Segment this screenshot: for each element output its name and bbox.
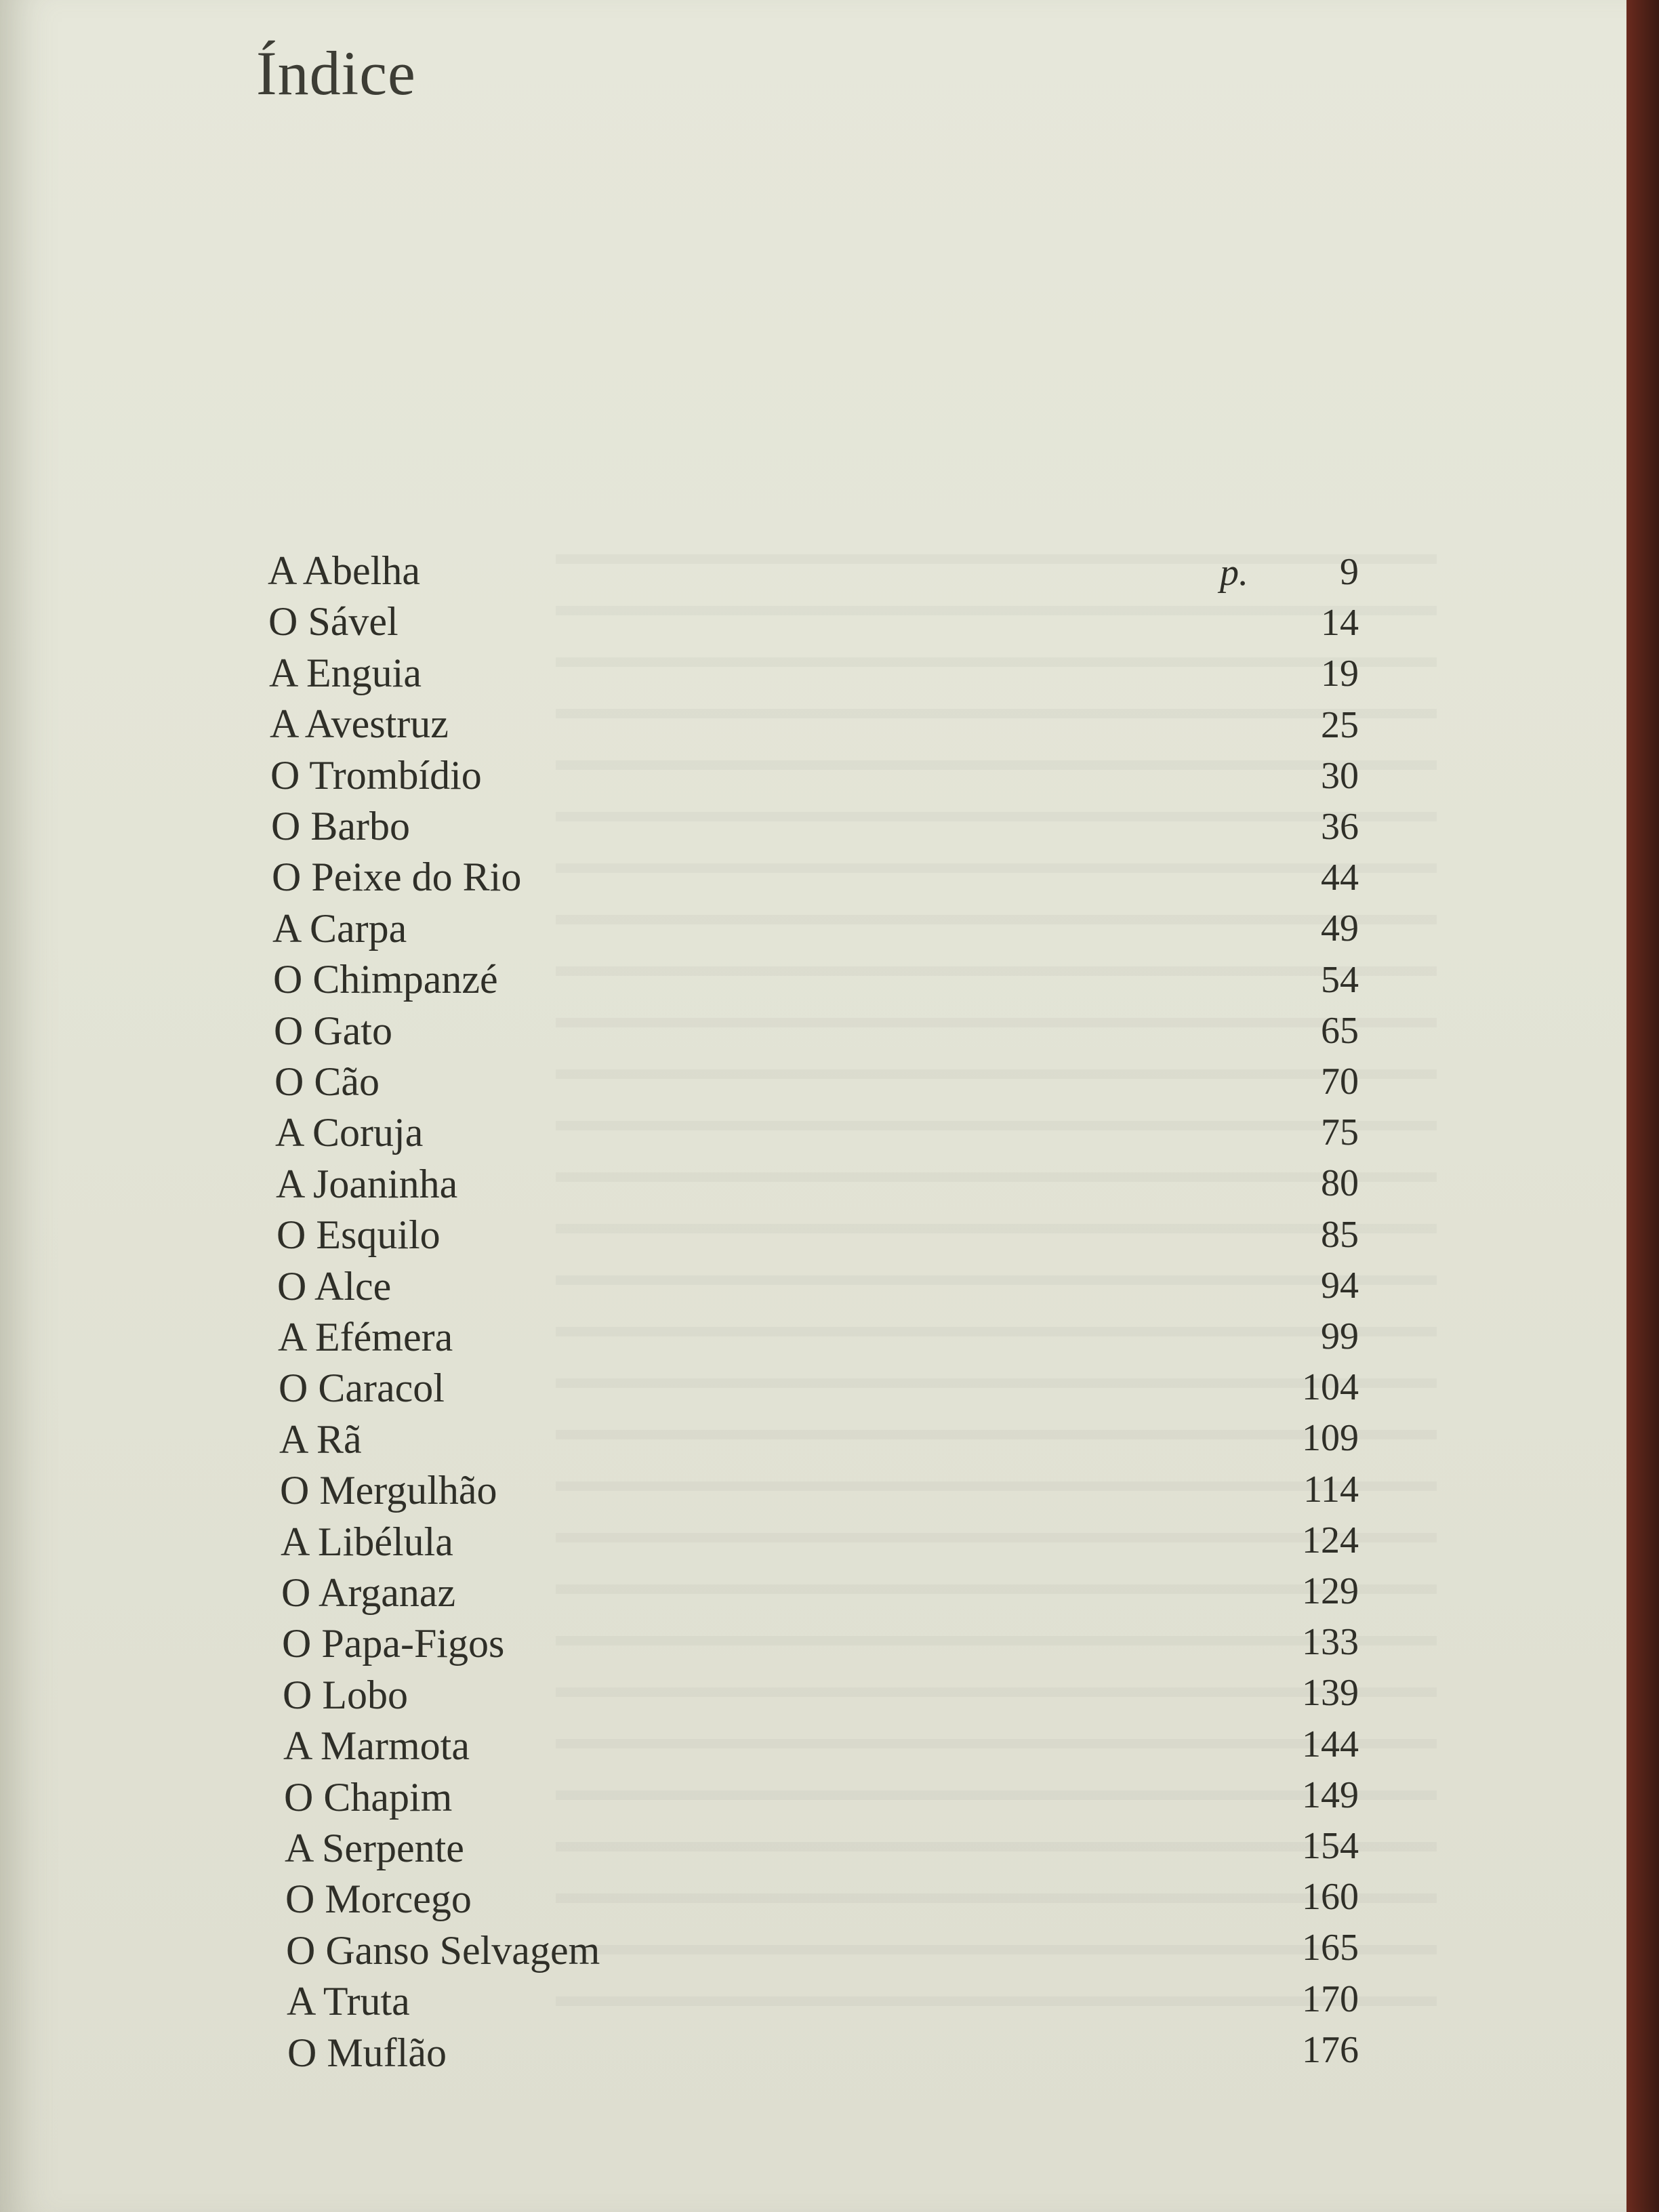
toc-entry-title: O Chimpanzé (273, 957, 498, 1002)
toc-entry-title: A Coruja (275, 1110, 424, 1155)
page-heading: Índice (256, 39, 416, 108)
toc-entry-page: 9 (1340, 551, 1359, 593)
toc-entry-title: A Libélula (281, 1519, 453, 1564)
toc-entry-title: O Arganaz (281, 1570, 456, 1615)
toc-entry-title: O Sável (268, 599, 398, 644)
toc-entry-page: 75 (1321, 1111, 1359, 1154)
toc-entry-title: A Enguia (269, 650, 422, 695)
toc-entry-page: 49 (1321, 907, 1359, 950)
toc-entry-page: 36 (1321, 806, 1359, 848)
toc-entry-title: A Joaninha (276, 1161, 458, 1206)
toc-entry-page: 30 (1321, 754, 1359, 797)
toc-entry-title: A Efémera (278, 1315, 453, 1359)
toc-entry-page: 176 (1302, 2028, 1359, 2071)
toc-entry-page: 165 (1302, 1927, 1359, 1969)
toc-entry-title: O Lobo (283, 1672, 408, 1717)
toc-entry-page: 160 (1302, 1876, 1359, 1919)
toc-entry-title: O Caracol (279, 1366, 445, 1411)
toc-entry-title: O Barbo (271, 804, 410, 848)
toc-entry-title: A Marmota (283, 1723, 470, 1769)
toc-entry-page: 19 (1321, 653, 1359, 695)
toc-entry-page: 99 (1321, 1315, 1359, 1357)
toc-entry-title: O Trombídio (270, 752, 482, 798)
toc-entry-title: O Chapim (284, 1774, 453, 1820)
toc-entry-page: 149 (1302, 1774, 1359, 1816)
toc-entry-page: 129 (1302, 1570, 1359, 1612)
toc-entry-page: 109 (1302, 1417, 1359, 1460)
toc-entry-page: 44 (1321, 857, 1359, 899)
toc-entry-title: O Cão (274, 1059, 380, 1104)
toc-entry-page: 80 (1321, 1162, 1359, 1205)
toc-entry-title: O Gato (274, 1008, 392, 1053)
toc-entry-title: A Truta (287, 1979, 410, 2024)
toc-entry-title: O Peixe do Rio (272, 855, 522, 900)
toc-entry-page: 139 (1302, 1672, 1359, 1715)
toc-entry-page: 25 (1321, 703, 1359, 746)
toc-entry-page: 14 (1321, 602, 1359, 644)
toc-entry-page: 154 (1302, 1825, 1359, 1867)
toc-entry-title: A Carpa (272, 905, 407, 951)
toc-entry-page: 94 (1321, 1264, 1359, 1307)
toc-entry-page: 70 (1321, 1061, 1359, 1103)
toc-entry-page: 85 (1321, 1213, 1359, 1256)
toc-entry-title: O Mergulhão (280, 1468, 497, 1513)
toc-entry-title: A Serpente (285, 1826, 464, 1870)
toc-entry-page: 65 (1321, 1009, 1359, 1052)
toc-entry-page: 54 (1321, 958, 1359, 1001)
toc-entry-page: 170 (1302, 1978, 1359, 2020)
toc-entry-title: A Avestruz (270, 701, 449, 747)
toc-entry-title: O Morcego (285, 1877, 472, 1922)
toc-entry-page: 104 (1302, 1366, 1359, 1409)
toc-entry-page: 124 (1302, 1519, 1359, 1561)
toc-entry-title: O Alce (277, 1263, 392, 1309)
table-of-contents (268, 548, 1359, 2086)
toc-entry-title: O Ganso Selvagem (286, 1927, 600, 1973)
toc-entry-title: A Rã (279, 1416, 362, 1462)
toc-entry-page: 114 (1303, 1468, 1359, 1511)
toc-entry-page: 144 (1302, 1723, 1359, 1765)
toc-entry-title: O Muflão (287, 2030, 447, 2075)
toc-entry-title: O Esquilo (276, 1212, 441, 1258)
toc-entry-title: A Abelha (268, 548, 420, 593)
toc-entry-title: O Papa-Figos (282, 1621, 505, 1666)
page-label: p. (1220, 552, 1248, 594)
toc-entry-page: 133 (1302, 1621, 1359, 1664)
